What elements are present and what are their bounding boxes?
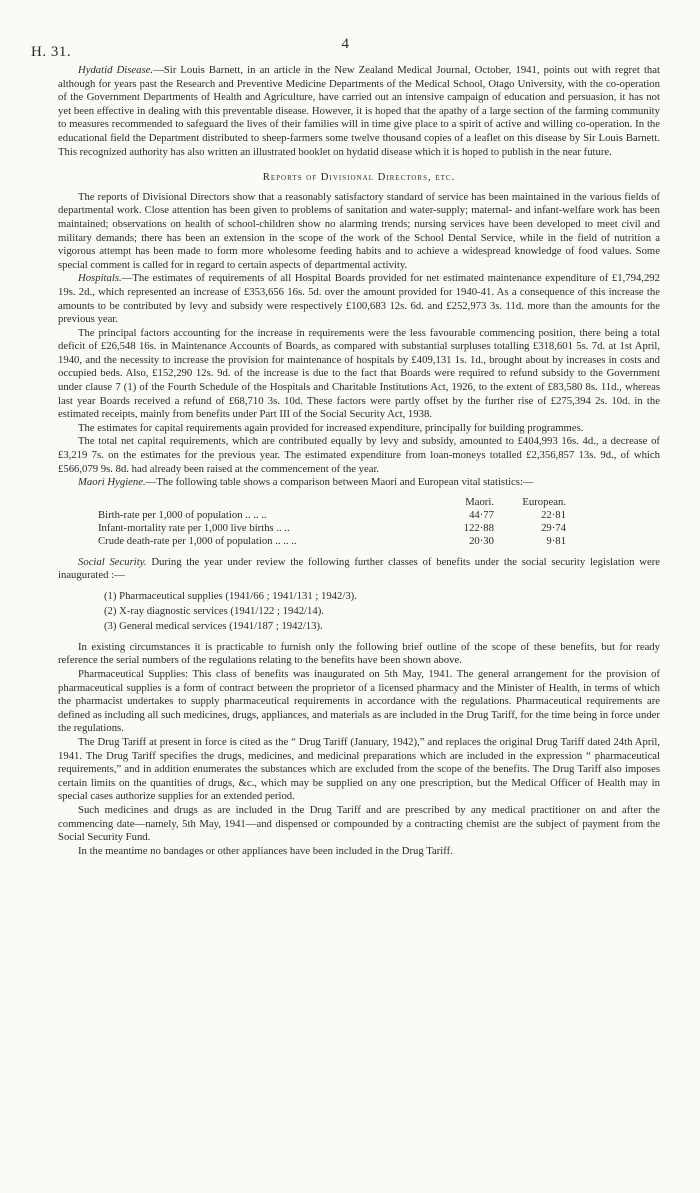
pharma-paragraph-1: Pharmaceutical Supplies: This class of benefits was inaugurated on 5th May, 1941. The general arrangement for the provision of pharmaceutical supplies is a form of contract between the proprietor of a licensed pharmacy and the Minister of Health, in terms of which the pharmacist undertakes to supply pharmaceutical requirements in accordance with the regulations. Pharmaceutical requirements are defined as including all such medicines, drugs, appliances, and materials as are included in the Drug Tariff, for the time being in force under the regulations.	[58, 668, 660, 735]
social-security-text: During the year under review the following further classes of benefits under the social security legislation were inaugurated :—	[58, 555, 660, 582]
list-item: (3) General medical services (1941/187 ; 1942/13).	[104, 619, 323, 632]
page-number: 4	[341, 36, 350, 52]
table-row	[98, 522, 572, 535]
page-header	[31, 36, 660, 64]
table-row	[98, 535, 572, 548]
pharma-paragraph-4: In the meantime no bandages or other appliances have been included in the Drug Tariff.	[78, 844, 453, 857]
hospitals-paragraph-4: The total net capital requirements, which are contributed equally by levy and subsidy, amounted to £404,993 16s. 4d., a decrease of £3,219 7s. on the estimates for the previous year. The estimated expenditure from loan-moneys totalled £2,356,857 13s. 9d., of which £566,079 9s. 8d. had already been raised at the commencement of the year.	[58, 435, 660, 475]
column-header-maori: Maori.	[465, 495, 494, 508]
hydatid-title: Hydatid Disease.	[78, 64, 154, 76]
hospitals-text-1: —The estimates of requirements of all Hospital Boards provided for net estimated maintenance expenditure of £1,794,292 19s. 2d., which represented an increase of £353,656 16s. 5d. over the amount provided for 1940-41. As a consequence of this increase the amounts to be contributed by levy and subsidy were respectively £100,683 12s. 6d. and £252,973 3s. 11d. more than the amounts for the previous year.	[58, 272, 660, 326]
reports-intro: The reports of Divisional Directors show that a reasonably satisfactory standard of service has been maintained in the various fields of departmental work. Close attention has been given to problems of sanitation and water-supply; maternal- and infant-welfare work has been maintained; observations on health of school-children show no alarming trends; nursing services have been developed to meet civil and military demands; there has been an extension in the scope of the work of the School Dental Service, while in the field of nutrition a vigorous attempt has been made to form more wholesome feeding habits and to achieve a widespread knowledge of food values. Some special comment is called for in regard to certain aspects of departmental activity.	[58, 190, 660, 271]
european-value: 29·74	[541, 522, 566, 535]
social-security-title: Social Security.	[78, 555, 147, 568]
row-leader-dots: .. .. ..	[245, 509, 267, 522]
list-item: (1) Pharmaceutical supplies (1941/66 ; 1941/131 ; 1942/3).	[104, 589, 357, 602]
maori-title: Maori Hygiene.	[78, 476, 146, 489]
list-item: (2) X-ray diagnostic services (1941/122 ; 1942/14).	[104, 604, 324, 617]
hospitals-paragraph-2: The principal factors accounting for the increase in requirements were the less favourable commencing position, there being a total deficit of £26,548 16s. in Maintenance Accounts of Boards, as compared with substantial surpluses totalling £318,601 5s. 7d. at 1st April, 1940, and the necessity to increase the provision for maintenance of hospitals by £409,131 1s. 1d., brought about by increases in costs and occupied beds. Also, £152,290 12s. 9d. of the increase is due to the fact that Boards were required to refund subsidy to the Government under clause 7 (1) of the Fourth Schedule of the Hospitals and Charitable Institutions Act, 1926, to the extent of £83,580 8s. 11d., whereas last year Boards received a refund of £68,710 3s. 10d. These factors were partly offset by the further rise of £275,394 2s. 10d. in the estimated receipts, mainly from benefits under Part III of the Social Security Act, 1938.	[58, 326, 660, 421]
table-header-row	[98, 496, 572, 509]
document-reference: H. 31.	[31, 44, 72, 60]
row-leader-dots: .. .. ..	[275, 535, 297, 548]
row-leader-dots: .. ..	[276, 522, 290, 535]
hydatid-text: —Sir Louis Barnett, in an article in the New Zealand Medical Journal, October, 1941, points out with regret that although for years past the Research and Preventive Medicine Departments of the Medical School, Otago University, with the co-operation of the Government Departments of Health and Agriculture, have carried out an intensive campaign of education and persuasion, it has not yet been effective in dealing with this preventable disease. However, it is hoped that the apathy of a large section of the farming community to measures recommended to safeguard the lives of their families will in time give place to a spirit of active and willing co-operation. In the educational field the Department distributed to sheep-farmers some twelve thousand copies of a leaflet on this disease by Sir Louis Barnett. This recognized authority has also written an illustrated booklet on hydatid disease which it is hoped to publish in the near future.	[58, 64, 660, 158]
pharma-paragraph-2: The Drug Tariff at present in force is cited as the “ Drug Tariff (January, 1942),” and replaces the original Drug Tariff dated 24th April, 1941. The Drug Tariff specifies the drugs, medicines, and medicinal preparations which are included in the expression “ pharmaceutical requirements,” and in addition enumerates the substances which are excluded from the scope of the benefits. The Drug Tariff also imposes certain limits on the quantities of drugs, &c., which may be supplied on any one prescription, but the Medical Officer of Health may in special cases authorize supplies for an extended period.	[58, 735, 660, 803]
row-label: Crude death-rate per 1,000 of population	[98, 535, 273, 548]
vital-statistics-table	[98, 496, 572, 549]
row-label: Birth-rate per 1,000 of population	[98, 509, 243, 522]
maori-text: —The following table shows a comparison between Maori and European vital statistics:—	[145, 476, 534, 489]
maori-value: 44·77	[469, 509, 494, 522]
column-header-european: European.	[522, 495, 566, 508]
european-value: 9·81	[546, 535, 566, 548]
document-body	[58, 64, 660, 858]
hospitals-paragraph-1	[58, 272, 660, 326]
european-value: 22·81	[541, 509, 566, 522]
social-security-paragraph	[58, 556, 660, 583]
hydatid-paragraph	[58, 64, 660, 159]
benefit-classes-list	[104, 589, 660, 634]
reports-heading: Reports of Divisional Directors, etc.	[262, 171, 456, 184]
pharma-paragraph-3: Such medicines and drugs as are included in the Drug Tariff and are prescribed by any medical practitioner on and after the commencing date—namely, 5th May, 1941—and dispensed or compounded by a contracting chemist are the subject of payment from the Social Security Fund.	[58, 803, 660, 844]
table-row	[98, 509, 572, 522]
hospitals-title: Hospitals.	[78, 272, 122, 285]
maori-value: 20·30	[469, 535, 494, 548]
row-label: Infant-mortality rate per 1,000 live births	[98, 522, 274, 535]
social-security-outline: In existing circumstances it is practicable to furnish only the following brief outline of the scope of these benefits, but for ready reference the serial numbers of the regulations relating to the benefits have been shown above.	[58, 640, 660, 667]
maori-value: 122·88	[463, 522, 494, 535]
maori-paragraph	[58, 476, 660, 490]
hospitals-paragraph-3: The estimates for capital requirements again provided for increased expenditure, principally for building programmes.	[78, 421, 584, 434]
